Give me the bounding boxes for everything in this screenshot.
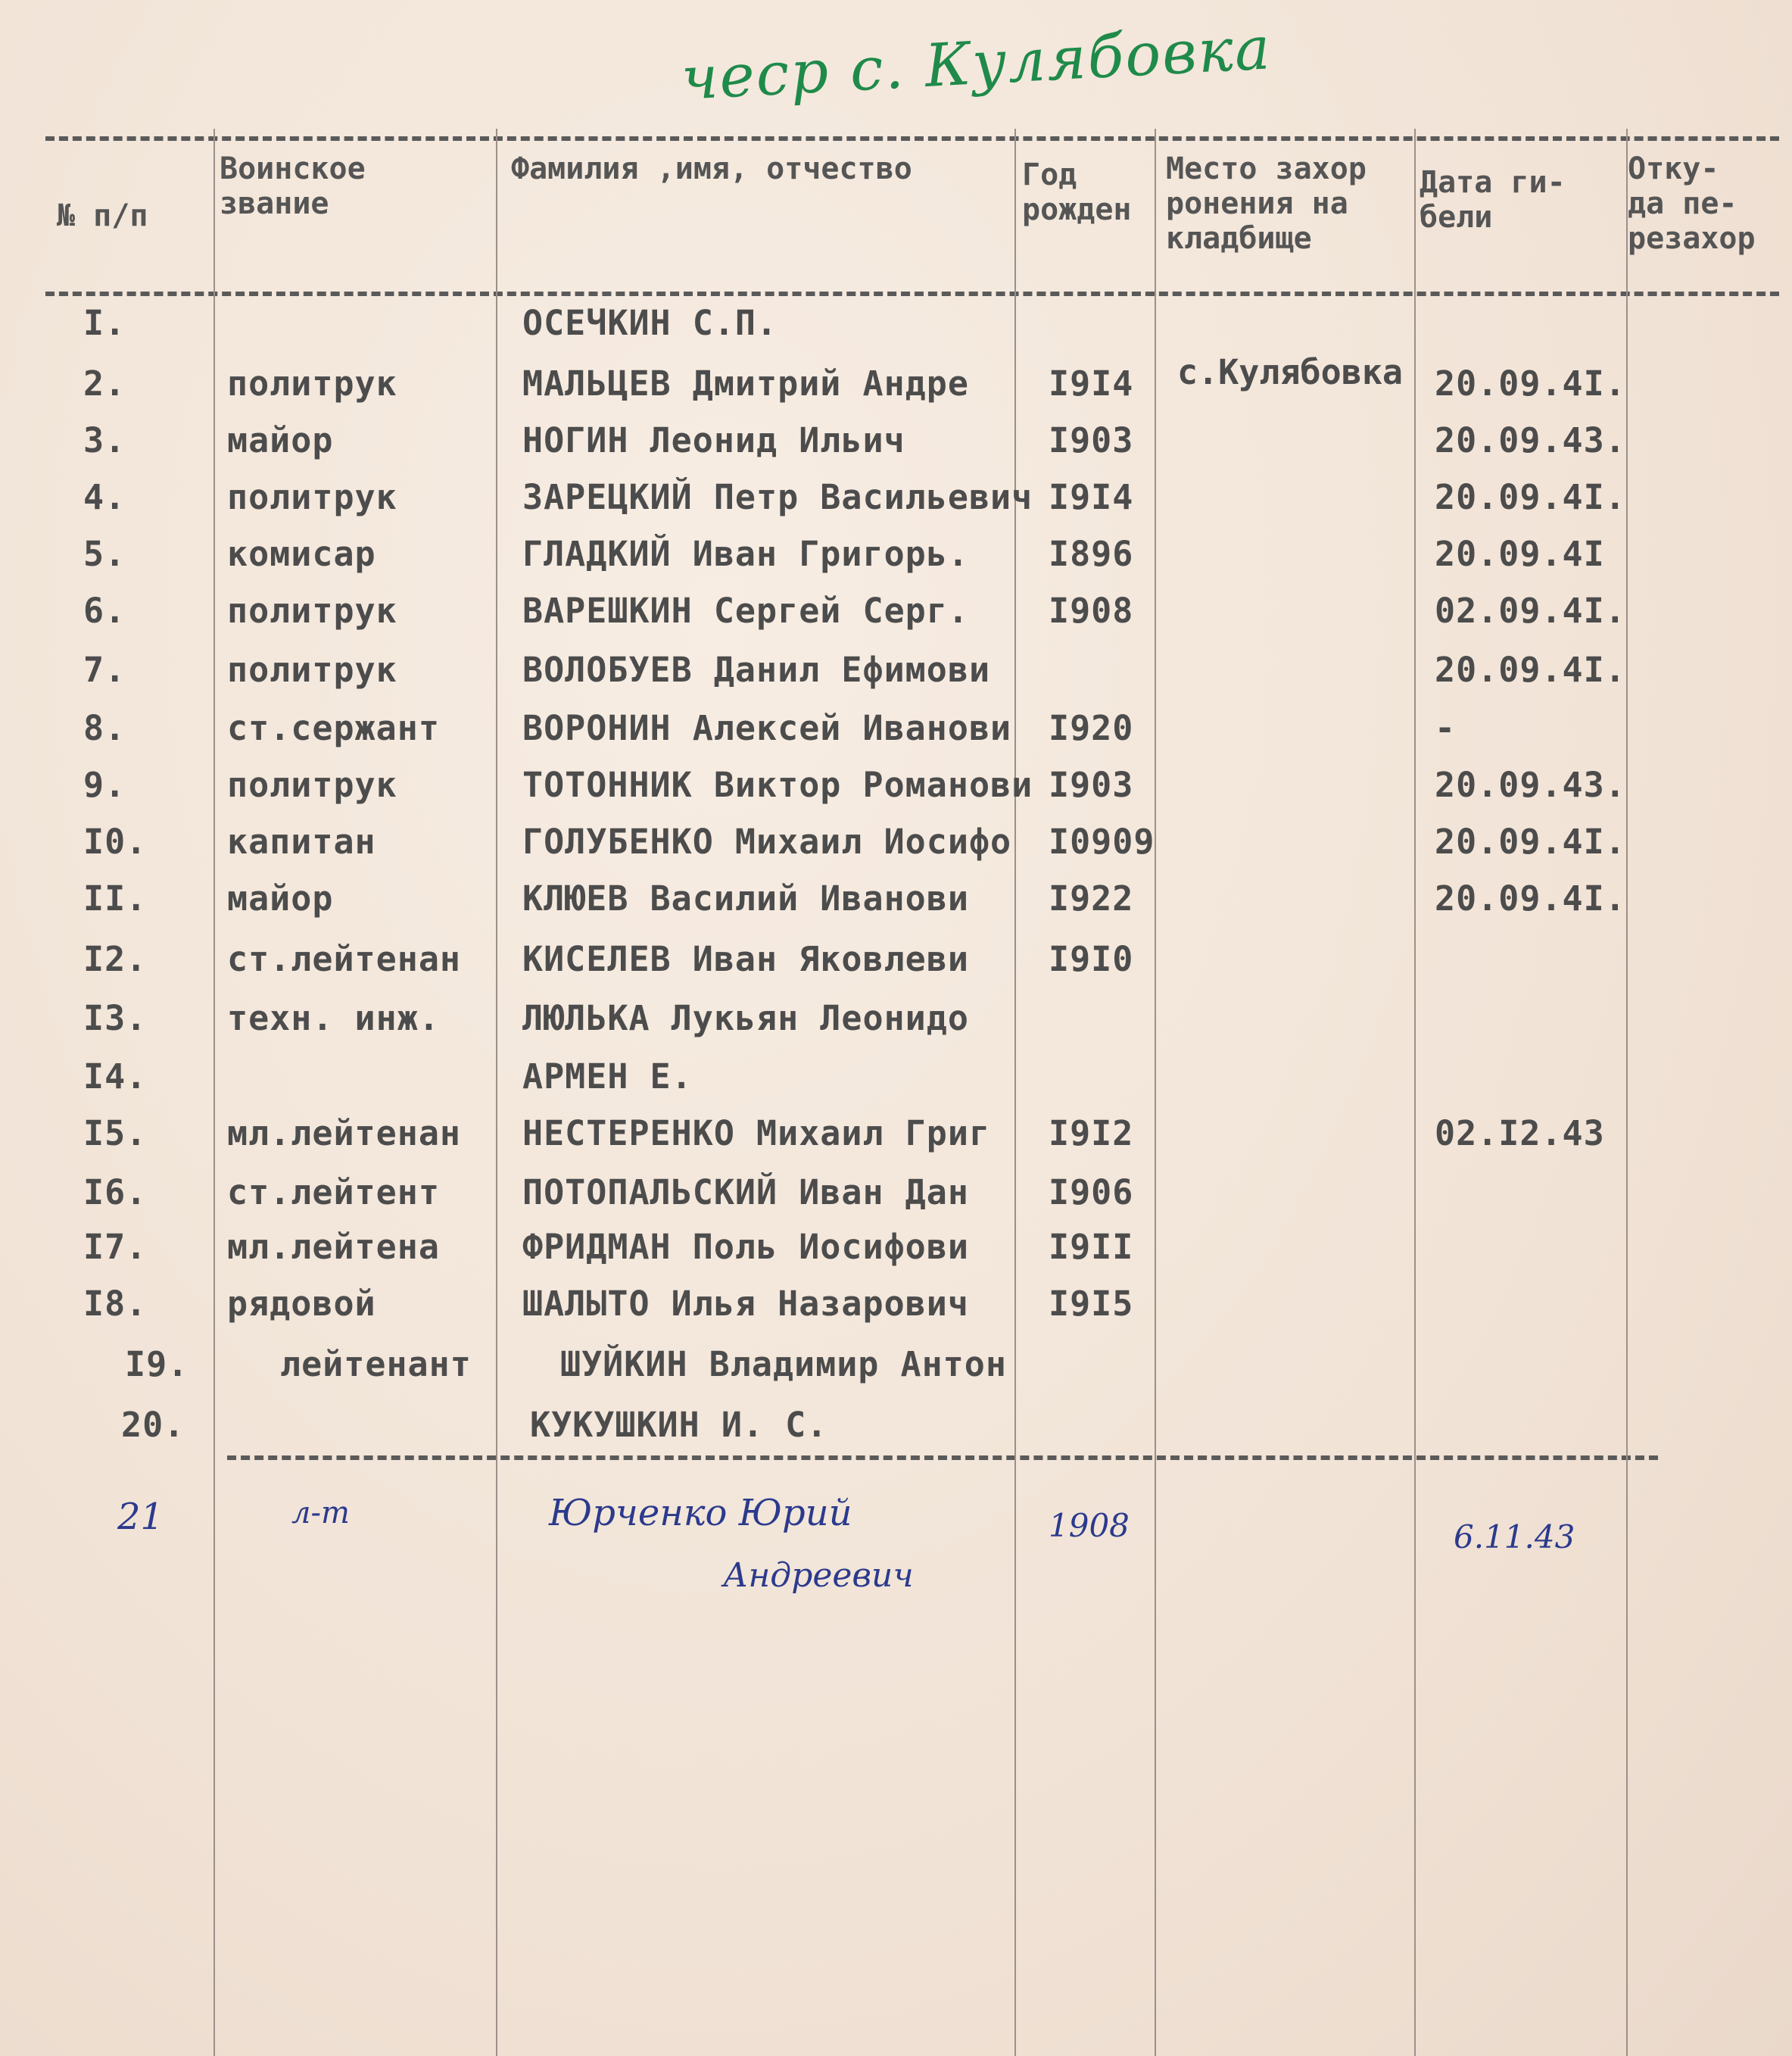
header-place: Место захор ронения на кладбище bbox=[1166, 151, 1367, 256]
table-row bbox=[0, 650, 1792, 695]
row-name: ПОТОПАЛЬСКИЙ Иван Дан bbox=[522, 1172, 969, 1212]
row-rank: майор bbox=[227, 878, 334, 919]
row-number: I4. bbox=[83, 1056, 148, 1097]
row-number: II. bbox=[83, 878, 148, 919]
row-death-date: - bbox=[1435, 708, 1457, 748]
row-year: I9I2 bbox=[1049, 1113, 1134, 1153]
top-rule bbox=[45, 136, 1779, 141]
table-row bbox=[0, 998, 1792, 1044]
row-death-date: 20.09.4I. bbox=[1435, 650, 1626, 690]
row-death-date: 02.I2.43 bbox=[1435, 1113, 1605, 1153]
row-rank: мл.лейтена bbox=[227, 1227, 440, 1267]
header-name: Фамилия ,имя, отчество bbox=[511, 151, 912, 186]
row-year: I9I5 bbox=[1049, 1284, 1134, 1324]
row-name: ГЛАДКИЙ Иван Григорь. bbox=[522, 534, 969, 574]
row-number: I9. bbox=[125, 1344, 189, 1384]
row-number: 8. bbox=[83, 708, 126, 748]
row-rank: политрук bbox=[227, 477, 397, 517]
row-name: КЛЮЕВ Василий Иванови bbox=[522, 878, 969, 919]
row-year: I906 bbox=[1049, 1172, 1134, 1212]
table-row bbox=[0, 1227, 1792, 1272]
table-bottom-rule bbox=[227, 1455, 1658, 1460]
row-rank: комисар bbox=[227, 534, 376, 574]
row-name: ЛЮЛЬКА Лукьян Леонидо bbox=[522, 998, 969, 1038]
row-number: I5. bbox=[83, 1113, 148, 1153]
row-death-date: 20.09.4I bbox=[1435, 534, 1605, 574]
row-number: I6. bbox=[83, 1172, 148, 1212]
row-name: АРМЕН Е. bbox=[522, 1056, 693, 1097]
row-year: I9I0 bbox=[1049, 939, 1134, 979]
row-name: ГОЛУБЕНКО Михаил Иосифо bbox=[522, 822, 1012, 862]
row-year: I9I4 bbox=[1049, 363, 1134, 404]
handwritten-title: чеср с. Кулябовка bbox=[679, 14, 1273, 114]
table-row bbox=[0, 420, 1792, 466]
row-number: I8. bbox=[83, 1284, 148, 1324]
row-name: ВОРОНИН Алексей Иванови bbox=[522, 708, 1012, 748]
table-row bbox=[0, 708, 1792, 753]
row-year: I903 bbox=[1049, 765, 1134, 805]
row-name: КУКУШКИН И. С. bbox=[530, 1405, 828, 1445]
row-year: I922 bbox=[1049, 878, 1134, 919]
row-death-date: 20.09.43. bbox=[1435, 420, 1626, 460]
row-death-date: 20.09.4I. bbox=[1435, 878, 1626, 919]
table-row bbox=[0, 1056, 1792, 1102]
hw-date: 6.11.43 bbox=[1454, 1518, 1575, 1555]
row-number: I2. bbox=[83, 939, 148, 979]
header-year: Год рожден bbox=[1022, 158, 1132, 227]
row-death-date: 20.09.4I. bbox=[1435, 822, 1626, 862]
row-year: I920 bbox=[1049, 708, 1134, 748]
row-rank: политрук bbox=[227, 765, 397, 805]
row-rank: ст.лейтент bbox=[227, 1172, 440, 1212]
row-rank: ст.сержант bbox=[227, 708, 440, 748]
table-row bbox=[0, 878, 1792, 924]
row-rank: рядовой bbox=[227, 1284, 376, 1324]
row-rank: политрук bbox=[227, 363, 397, 404]
row-number: 6. bbox=[83, 591, 126, 631]
row-year: I9II bbox=[1049, 1227, 1134, 1267]
header-rank: Воинское звание bbox=[220, 151, 366, 221]
table-row bbox=[0, 939, 1792, 984]
header-date: Дата ги- бели bbox=[1420, 165, 1566, 235]
row-number: 2. bbox=[83, 363, 126, 404]
row-name: ТОТОННИК Виктор Романови bbox=[522, 765, 1033, 805]
row-number: 20. bbox=[121, 1405, 185, 1445]
row-rank: мл.лейтенан bbox=[227, 1113, 462, 1153]
row-name: ШАЛЫТО Илья Назарович bbox=[522, 1284, 969, 1324]
table-row bbox=[0, 1284, 1792, 1329]
table-row bbox=[0, 534, 1792, 579]
row-name: ОСЕЧКИН С.П. bbox=[522, 303, 778, 343]
hw-name-line1: Юрченко Юрий bbox=[549, 1492, 852, 1534]
row-number: 7. bbox=[83, 650, 126, 690]
row-number: I. bbox=[83, 303, 126, 343]
row-death-date: 20.09.4I. bbox=[1435, 363, 1626, 404]
row-rank: майор bbox=[227, 420, 334, 460]
header-bottom-rule bbox=[45, 292, 1779, 296]
row-number: I3. bbox=[83, 998, 148, 1038]
row-name: НОГИН Леонид Ильич bbox=[522, 420, 905, 460]
row-rank: техн. инж. bbox=[227, 998, 440, 1038]
header-from: Отку- да пе- резахор bbox=[1628, 151, 1756, 256]
table-row bbox=[0, 765, 1792, 810]
row-number: I7. bbox=[83, 1227, 148, 1267]
row-name: ФРИДМАН Поль Иосифови bbox=[522, 1227, 969, 1267]
row-name: КИСЕЛЕВ Иван Яковлеви bbox=[522, 939, 969, 979]
row-rank: капитан bbox=[227, 822, 376, 862]
row-name: ЗАРЕЦКИЙ Петр Васильевич bbox=[522, 477, 1033, 517]
row-name: ШУЙКИН Владимир Антон bbox=[560, 1344, 1007, 1384]
table-row bbox=[0, 1172, 1792, 1218]
table-row bbox=[0, 822, 1792, 867]
row-number: I0. bbox=[83, 822, 148, 862]
row-year: I0909 bbox=[1049, 822, 1155, 862]
row-death-date: 20.09.4I. bbox=[1435, 477, 1626, 517]
table-row bbox=[0, 363, 1792, 409]
row-rank: ст.лейтенан bbox=[227, 939, 462, 979]
row-name: ВАРЕШКИН Сергей Серг. bbox=[522, 591, 969, 631]
row-number: 4. bbox=[83, 477, 126, 517]
row-name: МАЛЬЦЕВ Дмитрий Андре bbox=[522, 363, 969, 404]
row-year: I896 bbox=[1049, 534, 1134, 574]
row-death-date: 20.09.43. bbox=[1435, 765, 1626, 805]
table-row bbox=[0, 303, 1792, 348]
hw-year: 1908 bbox=[1049, 1507, 1130, 1544]
row-year: I908 bbox=[1049, 591, 1134, 631]
row-rank: политрук bbox=[227, 650, 397, 690]
table-row bbox=[0, 1113, 1792, 1159]
hw-rank: л-т bbox=[291, 1496, 350, 1530]
row-number: 3. bbox=[83, 420, 126, 460]
row-number: 5. bbox=[83, 534, 126, 574]
hw-num: 21 bbox=[117, 1496, 164, 1538]
burial-place: с.Кулябовка bbox=[1177, 352, 1404, 392]
row-rank: политрук bbox=[227, 591, 397, 631]
table-row bbox=[0, 1405, 1792, 1450]
row-number: 9. bbox=[83, 765, 126, 805]
row-name: ВОЛОБУЕВ Данил Ефимови bbox=[522, 650, 991, 690]
row-name: НЕСТЕРЕНКО Михаил Григ bbox=[522, 1113, 991, 1153]
table-row bbox=[0, 591, 1792, 636]
row-death-date: 02.09.4I. bbox=[1435, 591, 1626, 631]
row-rank: лейтенант bbox=[280, 1344, 472, 1384]
row-year: I9I4 bbox=[1049, 477, 1134, 517]
hw-name-line2: Андреевич bbox=[723, 1556, 914, 1595]
table-row bbox=[0, 477, 1792, 523]
table-row bbox=[0, 1344, 1792, 1390]
header-num: № п/п bbox=[57, 198, 148, 233]
row-year: I903 bbox=[1049, 420, 1134, 460]
